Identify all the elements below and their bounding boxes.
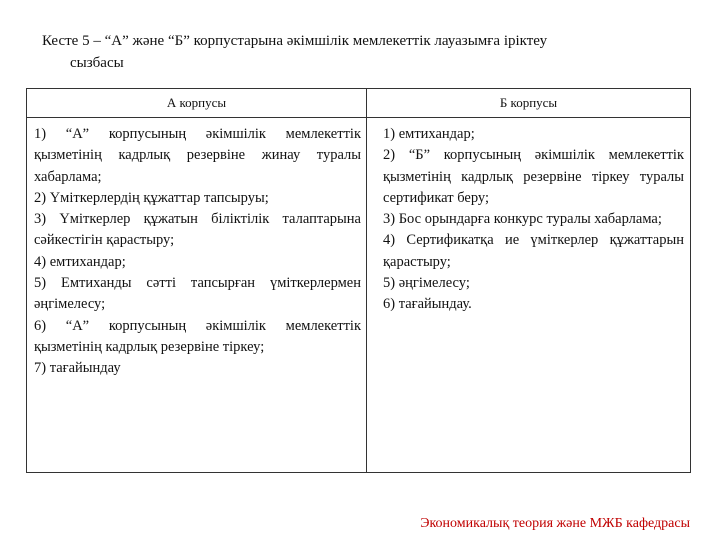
- selection-scheme-table: [26, 88, 691, 473]
- corps-b-step-4: 4) Сертификатқа ие үміткерлер құжаттарын қарастыру;: [383, 232, 684, 270]
- header-corps-a: А корпусы: [27, 89, 367, 118]
- caption-line-2: сызбасы: [70, 55, 124, 71]
- corps-b-list: [367, 118, 690, 316]
- corps-b-step-1: 1) емтихандар;: [383, 126, 475, 142]
- corps-a-step-5: 5) Емтиханды сәтті тапсырған үміткерлермен әңгімелесу;: [34, 275, 361, 313]
- corps-a-list: [27, 118, 366, 380]
- header-corps-b: Б корпусы: [367, 89, 691, 118]
- department-footer: Экономикалық теория және МЖБ кафедрасы: [420, 516, 690, 531]
- corps-a-step-4: 4) емтихандар;: [34, 253, 126, 270]
- corps-b-step-3: 3) Бос орындарға конкурс туралы хабарлама;: [383, 211, 662, 228]
- corps-b-step-2: 2) “Б” корпусының әкімшілік мемлекеттік қызметінің кадрлық резервіне тіркеу туралы сертификат беру;: [383, 147, 684, 206]
- table-body-row: [27, 118, 691, 473]
- corps-a-cell: [27, 118, 367, 473]
- corps-a-step-1: 1) “А” корпусының әкімшілік мемлекеттік қызметінің кадрлық резервіне жинау туралы хабарлама;: [34, 126, 361, 185]
- table-header-row: [27, 89, 691, 118]
- corps-b-step-6: 6) тағайындау.: [383, 296, 472, 313]
- corps-b-cell: [367, 118, 691, 473]
- corps-a-step-6: 6) “А” корпусының әкімшілік мемлекеттік қызметінің кадрлық резервіне тіркеу;: [34, 317, 361, 355]
- corps-a-step-7: 7) тағайындау: [34, 360, 121, 377]
- corps-a-step-3: 3) Үміткерлер құжатын біліктілік талаптарына сәйкестігін қарастыру;: [34, 211, 361, 249]
- table-caption: [42, 30, 682, 74]
- caption-line-1: Кесте 5 – “А” және “Б” корпустарына әкімшілік мемлекеттік лауазымға іріктеу: [42, 33, 548, 49]
- corps-a-step-2: 2) Үміткерлердің құжаттар тапсыруы;: [34, 189, 269, 206]
- corps-b-step-5: 5) әңгімелесу;: [383, 275, 470, 292]
